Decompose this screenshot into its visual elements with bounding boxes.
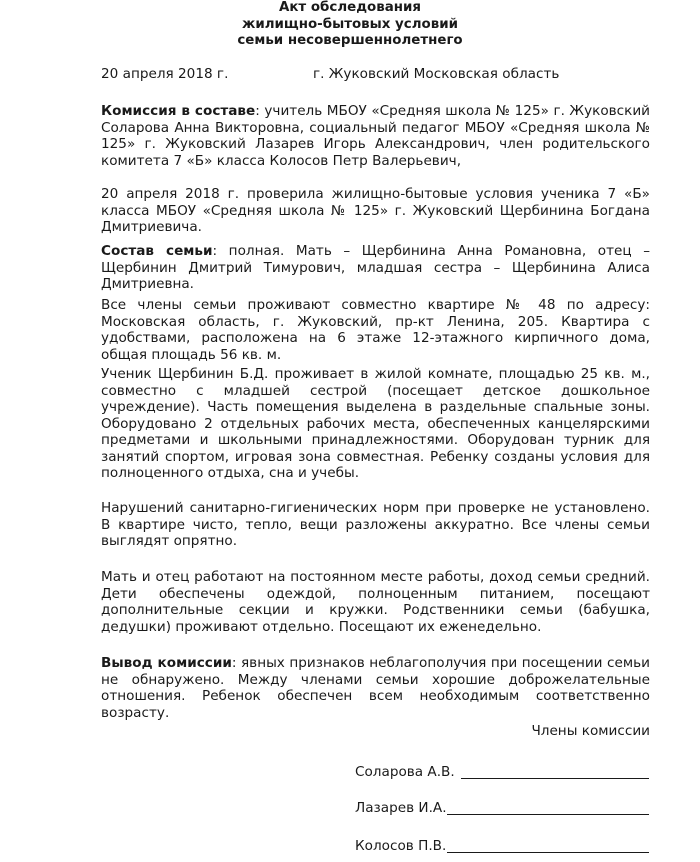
signature-line (447, 838, 649, 853)
signature-row (355, 764, 455, 781)
hygiene-paragraph: Нарушений санитарно-гигиенических норм при проверке не установлено. В квартире чисто, тепло, вещи разложены аккуратно. Все члены семьи выглядят опрятно. (101, 500, 650, 549)
signatory-name: Соларова А.В. (355, 764, 455, 780)
document-city: г. Жуковский Московская область (313, 66, 560, 82)
family-paragraph (101, 243, 650, 293)
commission-members-label: Члены комиссии (531, 723, 650, 739)
family-text: : полная. Мать – Щербинина Анна Романовна, отец – Щербинин Дмитрий Тимурович, младшая сестра – Щербинина Алиса Дмитриевна. (101, 243, 650, 292)
residence-paragraph: Все члены семьи проживают совместно квартире № 48 по адресу: Московская область, г. Жуковский, пр-кт Ленина, 205. Квартира с удобствами, расположена на 6 этаже 12-этажного кирпичного дома, общая площадь 56 кв. м. (101, 297, 650, 363)
signature-line (461, 764, 649, 779)
title-line-2: жилищно-бытовых условий (242, 16, 458, 32)
signature-row (355, 838, 446, 855)
signature-row (355, 800, 447, 817)
family-label: Состав семьи (101, 243, 213, 259)
date-place-line (101, 66, 560, 83)
commission-paragraph (101, 103, 650, 169)
commission-text: : учитель МБОУ «Средняя школа № 125» г. Жуковский Соларова Анна Викторовна, социальный педагог МБОУ «Средняя школа № 125» г. Жуковский Лазарев Игорь Александрович, член родительского комитета 7 «Б» класса Колосов Петр Валерьевич, (101, 103, 651, 169)
document-title (0, 0, 700, 50)
conclusion-label: Вывод комиссии (101, 655, 232, 671)
title-line-3: семьи несовершеннолетнего (237, 33, 463, 48)
signatory-name: Колосов П.В. (355, 838, 447, 854)
conclusion-paragraph (101, 655, 650, 721)
work-paragraph: Мать и отец работают на постоянном месте работы, доход семьи средний. Дети обеспечены одеждой, полноценным питанием, посещают дополнительные секции и кружки. Родственники семьи (бабушка, дедушки) проживают отдельно. Посещают их еженедельно. (101, 569, 650, 635)
inspection-paragraph: 20 апреля 2018 г. проверила жилищно-бытовые условия ученика 7 «Б» класса МБОУ «Средняя школа № 125» г. Жуковский Щербинина Богдана Дмитриевича. (101, 186, 650, 235)
document-date: 20 апреля 2018 г. (101, 66, 229, 82)
signature-line (447, 800, 649, 815)
commission-label: Комиссия в составе (101, 103, 256, 119)
title-line-1: Акт обследования (278, 0, 421, 15)
room-paragraph: Ученик Щербинин Б.Д. проживает в жилой комнате, площадью 25 кв. м., совместно с младшей сестрой (посещает детское дошкольное учреждение). Часть помещения выделена в раздельные спальные зоны. Оборудовано 2 отдельных рабочих места, обеспеченных канцелярскими предметами и школьными принадлежностями. Оборудован турник для занятий спортом, игровая зона совместная. Ребенку созданы условия для полноценного отдыха, сна и учебы. (101, 366, 650, 481)
signatory-name: Лазарев И.А. (355, 800, 447, 816)
conclusion-text: : явных признаков неблагополучия при посещении семьи не обнаружено. Между членами семьи хорошие доброжелательные отношения. Ребенок обеспечен всем необходимым соответственно возрасту. (101, 655, 650, 721)
